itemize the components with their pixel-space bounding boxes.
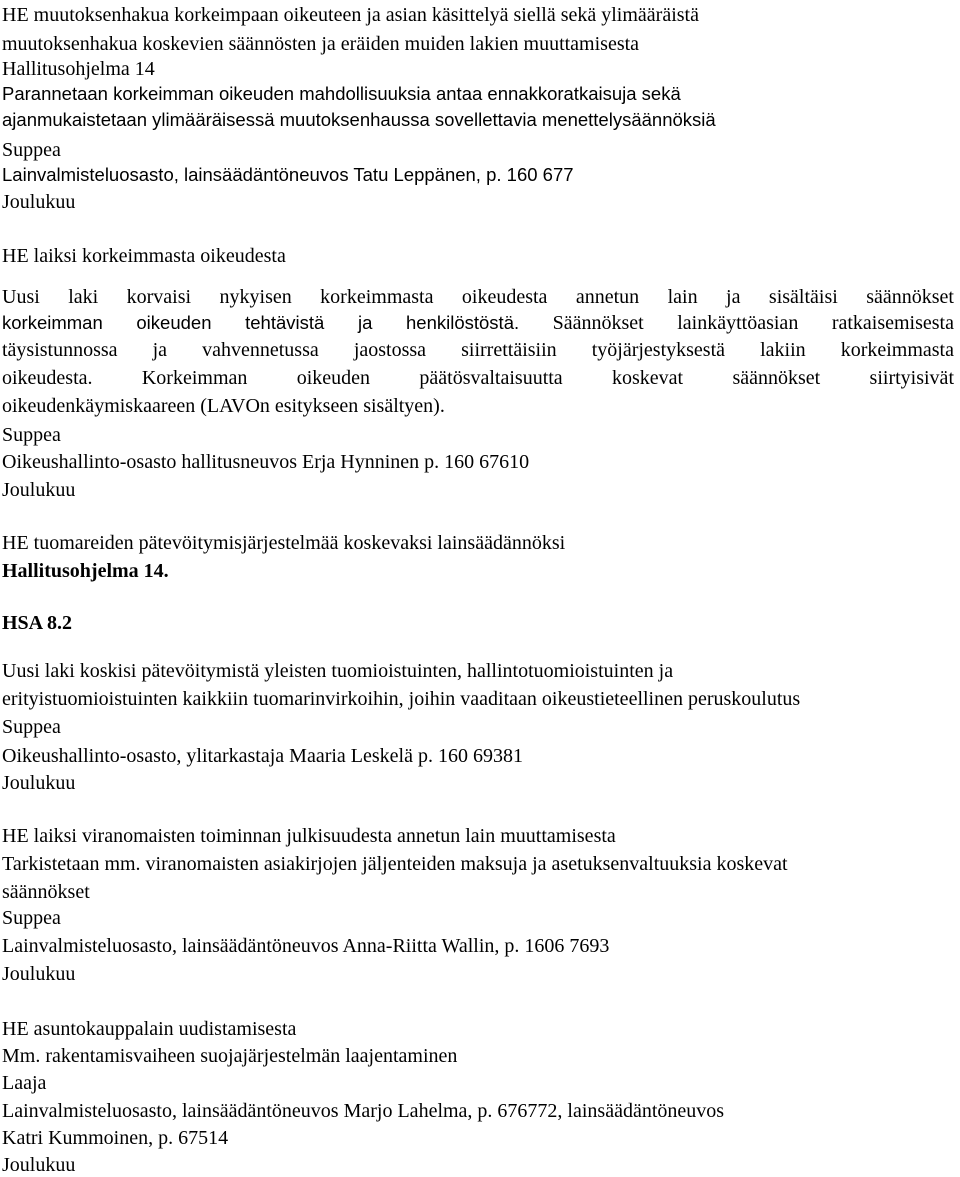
entry-month: Joulukuu [2,479,76,501]
program-reference: Hallitusohjelma 14. [2,560,169,582]
entry-description: Parannetaan korkeimman oikeuden mahdollisuuksia antaa ennakkoratkaisuja sekä [2,83,681,104]
entry-description: oikeudenkäymiskaareen (LAVOn esitykseen sisältyen). [2,395,445,417]
entry-contact: Oikeushallinto-osasto, ylitarkastaja Maaria Leskelä p. 160 69381 [2,745,523,767]
entry-description: oikeudesta. Korkeimman oikeuden päätösvaltaisuutta koskevat säännökset siirtyisivät [2,367,954,389]
entry-contact: Lainvalmisteluosasto, lainsäädäntöneuvos Anna-Riitta Wallin, p. 1606 7693 [2,935,610,957]
entry-title: HE laiksi korkeimmasta oikeudesta [2,245,286,267]
hsa-reference: HSA 8.2 [2,612,73,634]
entry-month: Joulukuu [2,1154,76,1176]
entry-contact: Oikeushallinto-osasto hallitusneuvos Erja Hynninen p. 160 67610 [2,451,530,473]
entry-contact: Lainvalmisteluosasto, lainsäädäntöneuvos Marjo Lahelma, p. 676772, lainsäädäntöneuvos [2,1100,725,1122]
entry-scope: Suppea [2,139,61,161]
entry-description: ajanmukaistetaan ylimääräisessä muutoksenhaussa sovellettavia menettelysäännöksiä [2,109,716,130]
entry-title: HE tuomareiden pätevöitymisjärjestelmää koskevaksi lainsäädännöksi [2,532,566,554]
entry-description: täysistunnossa ja vahvennetussa jaostossa siirrettäisiin työjärjestyksestä lakiin korkeimmasta [2,339,954,361]
entry-contact: Lainvalmisteluosasto, lainsäädäntöneuvos Tatu Leppänen, p. 160 677 [2,164,574,185]
entry-description: Uusi laki korvaisi nykyisen korkeimmasta oikeudesta annetun lain ja sisältäisi säännökset [2,286,954,308]
entry-description: Uusi laki koskisi pätevöitymistä yleisten tuomioistuinten, hallintotuomioistuinten ja [2,660,674,682]
entry-title: muutoksenhakua koskevien säännösten ja eräiden muiden lakien muuttamisesta [2,33,640,55]
entry-month: Joulukuu [2,772,76,794]
entry-description [2,311,954,335]
entry-title: HE muutoksenhakua korkeimpaan oikeuteen ja asian käsittelyä siellä sekä ylimääräistä [2,4,699,26]
entry-scope: Suppea [2,907,61,929]
entry-title: HE laiksi viranomaisten toiminnan julkisuudesta annetun lain muuttamisesta [2,825,616,847]
entry-description: erityistuomioistuinten kaikkiin tuomarinvirkoihin, joihin vaaditaan oikeustieteellinen peruskoulutus [2,688,801,710]
entry-description: Mm. rakentamisvaiheen suojajärjestelmän laajentaminen [2,1045,458,1067]
entry-month: Joulukuu [2,191,76,213]
entry-contact: Katri Kummoinen, p. 67514 [2,1127,229,1149]
program-reference: Hallitusohjelma 14 [2,58,155,80]
entry-scope: Suppea [2,424,61,446]
description-segment: Säännökset lainkäyttöasian ratkaisemisesta [552,312,954,334]
entry-title: HE asuntokauppalain uudistamisesta [2,1018,297,1040]
entry-scope: Laaja [2,1072,47,1094]
description-segment: korkeimman oikeuden tehtävistä ja henkilöstöstä. [2,312,520,333]
entry-month: Joulukuu [2,963,76,985]
entry-description: Tarkistetaan mm. viranomaisten asiakirjojen jäljenteiden maksuja ja asetuksenvaltuuksia koskevat [2,853,788,875]
entry-scope: Suppea [2,716,61,738]
entry-description: säännökset [2,881,90,903]
